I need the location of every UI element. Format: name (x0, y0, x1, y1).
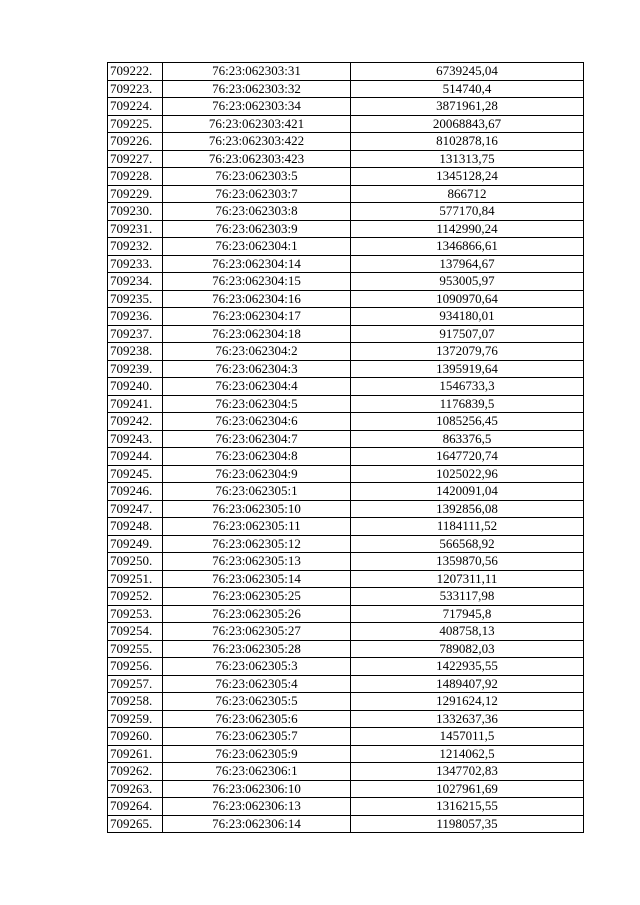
cadastral-number-cell: 76:23:062304:7 (163, 430, 351, 448)
table-row (108, 815, 584, 833)
cadastral-value-cell: 1372079,76 (351, 343, 584, 361)
cadastral-number-cell: 76:23:062303:7 (163, 185, 351, 203)
cadastral-value-cell: 1090970,64 (351, 290, 584, 308)
cadastral-value-cell: 789082,03 (351, 640, 584, 658)
row-number-cell: 709250. (108, 553, 163, 571)
cadastral-value-cell: 1027961,69 (351, 780, 584, 798)
cadastral-value-cell: 1347702,83 (351, 763, 584, 781)
table-row (108, 483, 584, 501)
cadastral-number-cell: 76:23:062304:14 (163, 255, 351, 273)
table-row (108, 203, 584, 221)
cadastral-value-cell: 1207311,11 (351, 570, 584, 588)
cadastral-number-cell: 76:23:062303:9 (163, 220, 351, 238)
cadastral-value-cell: 1489407,92 (351, 675, 584, 693)
table-row (108, 710, 584, 728)
cadastral-value-cell: 1345128,24 (351, 168, 584, 186)
row-number-cell: 709255. (108, 640, 163, 658)
cadastral-value-cell: 408758,13 (351, 623, 584, 641)
cadastral-value-cell: 1422935,55 (351, 658, 584, 676)
cadastral-value-cell: 20068843,67 (351, 115, 584, 133)
table-row (108, 378, 584, 396)
row-number-cell: 709222. (108, 63, 163, 81)
cadastral-value-cell: 137964,67 (351, 255, 584, 273)
table-row (108, 133, 584, 151)
cadastral-number-cell: 76:23:062305:6 (163, 710, 351, 728)
table-row (108, 238, 584, 256)
cadastral-number-cell: 76:23:062304:9 (163, 465, 351, 483)
cadastral-value-cell: 1346866,61 (351, 238, 584, 256)
cadastral-value-cell: 3871961,28 (351, 98, 584, 116)
row-number-cell: 709237. (108, 325, 163, 343)
cadastral-value-cell: 1546733,3 (351, 378, 584, 396)
cadastral-value-cell: 514740,4 (351, 80, 584, 98)
cadastral-value-cell: 1025022,96 (351, 465, 584, 483)
row-number-cell: 709236. (108, 308, 163, 326)
cadastral-number-cell: 76:23:062305:5 (163, 693, 351, 711)
row-number-cell: 709243. (108, 430, 163, 448)
row-number-cell: 709234. (108, 273, 163, 291)
cadastral-number-cell: 76:23:062305:9 (163, 745, 351, 763)
row-number-cell: 709242. (108, 413, 163, 431)
table-row (108, 570, 584, 588)
row-number-cell: 709249. (108, 535, 163, 553)
table-row (108, 588, 584, 606)
cadastral-value-cell: 1214062,5 (351, 745, 584, 763)
table-row (108, 98, 584, 116)
cadastral-number-cell: 76:23:062303:31 (163, 63, 351, 81)
cadastral-value-cell: 863376,5 (351, 430, 584, 448)
cadastral-number-cell: 76:23:062303:34 (163, 98, 351, 116)
row-number-cell: 709238. (108, 343, 163, 361)
row-number-cell: 709259. (108, 710, 163, 728)
table-row (108, 623, 584, 641)
row-number-cell: 709261. (108, 745, 163, 763)
table-row (108, 535, 584, 553)
row-number-cell: 709248. (108, 518, 163, 536)
table-row (108, 63, 584, 81)
cadastral-number-cell: 76:23:062306:1 (163, 763, 351, 781)
row-number-cell: 709262. (108, 763, 163, 781)
cadastral-number-cell: 76:23:062305:12 (163, 535, 351, 553)
cadastral-value-cell: 8102878,16 (351, 133, 584, 151)
table-row (108, 80, 584, 98)
row-number-cell: 709251. (108, 570, 163, 588)
row-number-cell: 709253. (108, 605, 163, 623)
table-row (108, 780, 584, 798)
table-row (108, 430, 584, 448)
cadastral-value-cell: 866712 (351, 185, 584, 203)
table-row (108, 518, 584, 536)
cadastral-value-cell: 717945,8 (351, 605, 584, 623)
cadastral-number-cell: 76:23:062304:2 (163, 343, 351, 361)
row-number-cell: 709228. (108, 168, 163, 186)
cadastral-number-cell: 76:23:062303:421 (163, 115, 351, 133)
table-row (108, 448, 584, 466)
table-row (108, 395, 584, 413)
cadastral-number-cell: 76:23:062305:7 (163, 728, 351, 746)
cadastral-number-cell: 76:23:062306:13 (163, 798, 351, 816)
table-row (108, 150, 584, 168)
row-number-cell: 709233. (108, 255, 163, 273)
cadastral-number-cell: 76:23:062305:4 (163, 675, 351, 693)
row-number-cell: 709265. (108, 815, 163, 833)
row-number-cell: 709223. (108, 80, 163, 98)
table-body (108, 63, 584, 833)
table-row (108, 220, 584, 238)
cadastral-number-cell: 76:23:062304:1 (163, 238, 351, 256)
cadastral-value-cell: 1395919,64 (351, 360, 584, 378)
table-row (108, 360, 584, 378)
table-row (108, 168, 584, 186)
cadastral-number-cell: 76:23:062304:5 (163, 395, 351, 413)
cadastral-number-cell: 76:23:062304:15 (163, 273, 351, 291)
cadastral-value-cell: 934180,01 (351, 308, 584, 326)
row-number-cell: 709256. (108, 658, 163, 676)
table-row (108, 553, 584, 571)
row-number-cell: 709257. (108, 675, 163, 693)
cadastral-value-cell: 953005,97 (351, 273, 584, 291)
table-row (108, 605, 584, 623)
row-number-cell: 709227. (108, 150, 163, 168)
cadastral-number-cell: 76:23:062303:5 (163, 168, 351, 186)
cadastral-number-cell: 76:23:062304:6 (163, 413, 351, 431)
cadastral-number-cell: 76:23:062305:28 (163, 640, 351, 658)
cadastral-number-cell: 76:23:062304:17 (163, 308, 351, 326)
row-number-cell: 709235. (108, 290, 163, 308)
table-row (108, 745, 584, 763)
cadastral-value-cell: 1176839,5 (351, 395, 584, 413)
row-number-cell: 709225. (108, 115, 163, 133)
table-row (108, 308, 584, 326)
row-number-cell: 709230. (108, 203, 163, 221)
cadastral-number-cell: 76:23:062305:3 (163, 658, 351, 676)
row-number-cell: 709247. (108, 500, 163, 518)
cadastral-value-cell: 917507,07 (351, 325, 584, 343)
row-number-cell: 709258. (108, 693, 163, 711)
table-row (108, 255, 584, 273)
table-row (108, 500, 584, 518)
cadastral-number-cell: 76:23:062306:14 (163, 815, 351, 833)
row-number-cell: 709226. (108, 133, 163, 151)
cadastral-number-cell: 76:23:062304:16 (163, 290, 351, 308)
row-number-cell: 709241. (108, 395, 163, 413)
table-row (108, 693, 584, 711)
row-number-cell: 709224. (108, 98, 163, 116)
table-row (108, 325, 584, 343)
cadastral-value-cell: 131313,75 (351, 150, 584, 168)
cadastral-value-cell: 1359870,56 (351, 553, 584, 571)
cadastral-value-cell: 1142990,24 (351, 220, 584, 238)
table-row (108, 658, 584, 676)
cadastral-number-cell: 76:23:062305:11 (163, 518, 351, 536)
table-row (108, 728, 584, 746)
cadastral-value-cell: 533117,98 (351, 588, 584, 606)
row-number-cell: 709254. (108, 623, 163, 641)
cadastral-value-cell: 566568,92 (351, 535, 584, 553)
table-row (108, 640, 584, 658)
row-number-cell: 709240. (108, 378, 163, 396)
cadastral-value-cell: 1392856,08 (351, 500, 584, 518)
row-number-cell: 709246. (108, 483, 163, 501)
cadastral-number-cell: 76:23:062305:10 (163, 500, 351, 518)
cadastral-number-cell: 76:23:062306:10 (163, 780, 351, 798)
cadastral-number-cell: 76:23:062305:14 (163, 570, 351, 588)
row-number-cell: 709239. (108, 360, 163, 378)
row-number-cell: 709245. (108, 465, 163, 483)
table-row (108, 413, 584, 431)
cadastral-value-cell: 1316215,55 (351, 798, 584, 816)
cadastral-number-cell: 76:23:062305:25 (163, 588, 351, 606)
cadastral-number-cell: 76:23:062305:27 (163, 623, 351, 641)
table-row (108, 465, 584, 483)
cadastral-value-cell: 6739245,04 (351, 63, 584, 81)
table-row (108, 290, 584, 308)
table-row (108, 343, 584, 361)
cadastral-number-cell: 76:23:062303:32 (163, 80, 351, 98)
row-number-cell: 709244. (108, 448, 163, 466)
cadastral-value-cell: 1647720,74 (351, 448, 584, 466)
cadastral-value-cell: 1420091,04 (351, 483, 584, 501)
cadastral-number-cell: 76:23:062304:18 (163, 325, 351, 343)
cadastral-number-cell: 76:23:062305:1 (163, 483, 351, 501)
row-number-cell: 709252. (108, 588, 163, 606)
cadastral-value-table (107, 62, 584, 833)
table-row (108, 675, 584, 693)
cadastral-number-cell: 76:23:062304:4 (163, 378, 351, 396)
cadastral-number-cell: 76:23:062303:422 (163, 133, 351, 151)
row-number-cell: 709231. (108, 220, 163, 238)
table-row (108, 273, 584, 291)
cadastral-number-cell: 76:23:062305:26 (163, 605, 351, 623)
row-number-cell: 709264. (108, 798, 163, 816)
table-row (108, 185, 584, 203)
cadastral-value-cell: 577170,84 (351, 203, 584, 221)
cadastral-number-cell: 76:23:062304:8 (163, 448, 351, 466)
row-number-cell: 709263. (108, 780, 163, 798)
cadastral-value-cell: 1332637,36 (351, 710, 584, 728)
cadastral-number-cell: 76:23:062303:423 (163, 150, 351, 168)
row-number-cell: 709260. (108, 728, 163, 746)
table-row (108, 115, 584, 133)
cadastral-number-cell: 76:23:062303:8 (163, 203, 351, 221)
cadastral-number-cell: 76:23:062304:3 (163, 360, 351, 378)
row-number-cell: 709229. (108, 185, 163, 203)
row-number-cell: 709232. (108, 238, 163, 256)
cadastral-value-cell: 1457011,5 (351, 728, 584, 746)
table-row (108, 798, 584, 816)
cadastral-value-cell: 1184111,52 (351, 518, 584, 536)
cadastral-value-cell: 1291624,12 (351, 693, 584, 711)
table-row (108, 763, 584, 781)
cadastral-value-cell: 1198057,35 (351, 815, 584, 833)
cadastral-value-cell: 1085256,45 (351, 413, 584, 431)
cadastral-number-cell: 76:23:062305:13 (163, 553, 351, 571)
